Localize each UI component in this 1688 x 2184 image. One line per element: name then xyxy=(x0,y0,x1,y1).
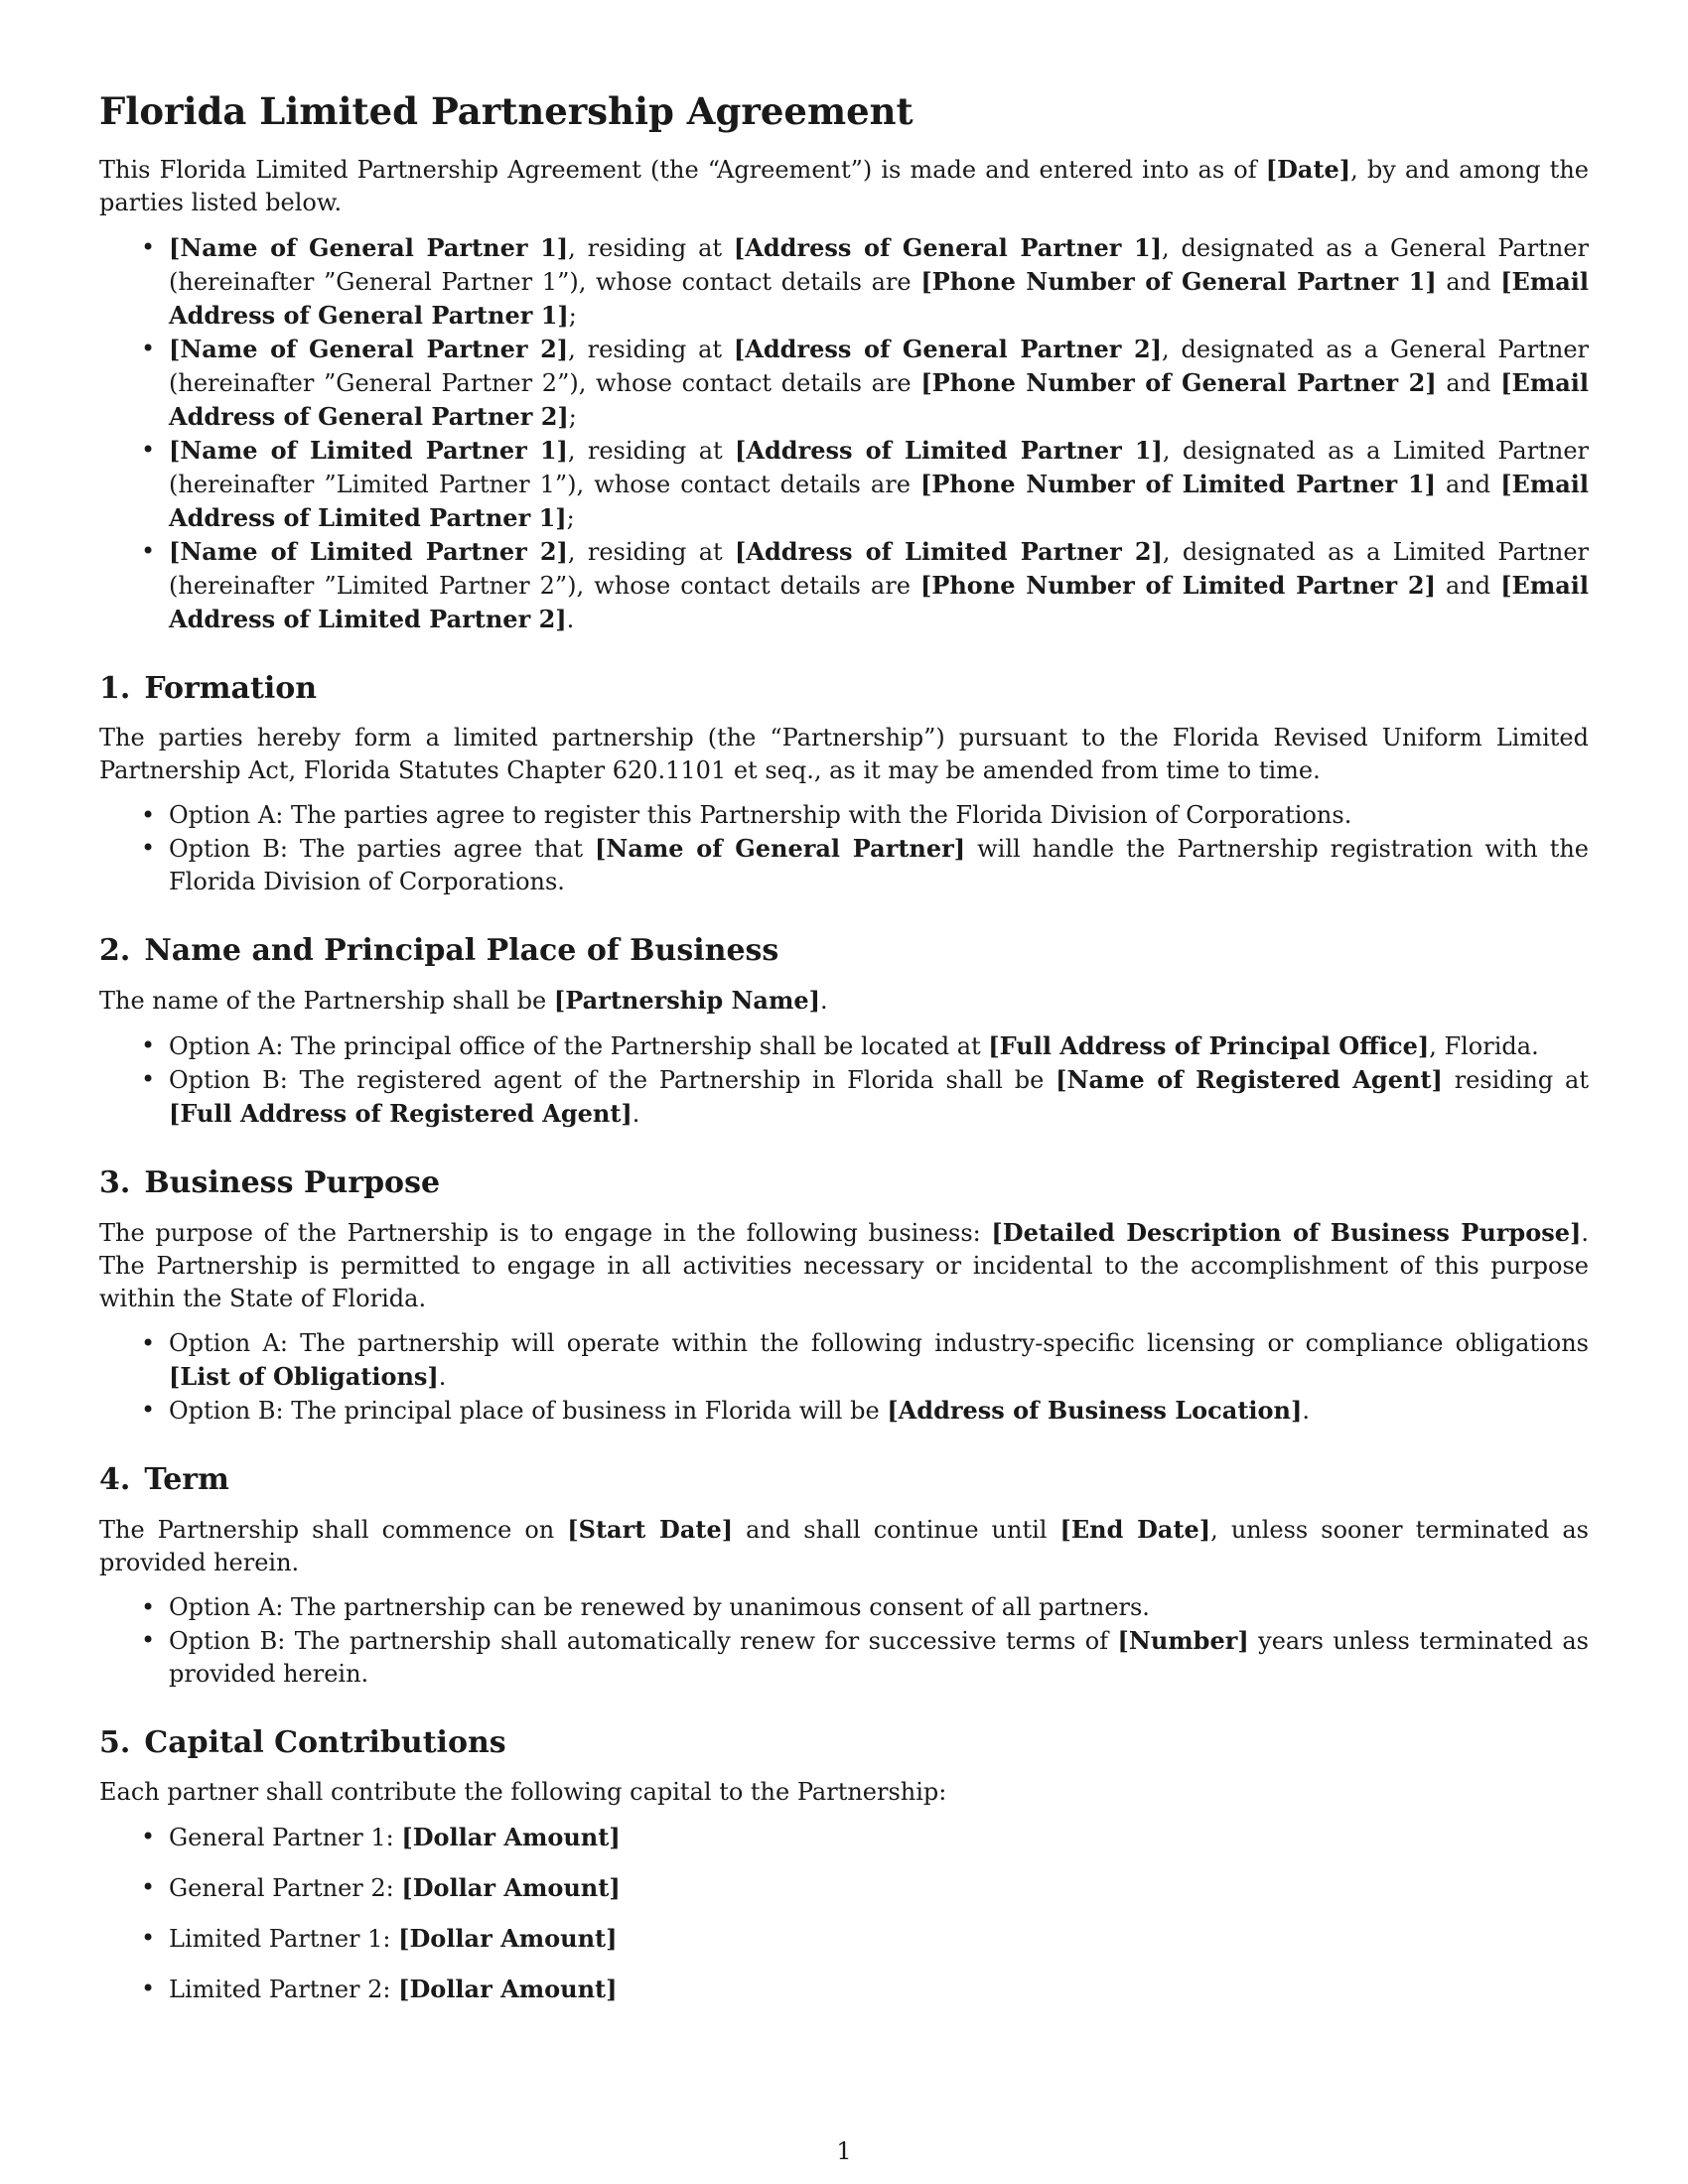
text-run: ; xyxy=(568,302,577,330)
section-heading xyxy=(99,1461,1589,1499)
text-run: , designated as a General Partner (hereinafter ”General Partner 2”), whose contact details are xyxy=(169,336,1589,397)
text-run: The name of the Partnership shall be xyxy=(99,987,554,1015)
text-run: Option A: The partnership will operate within the following industry-specific licensing or compliance obligations xyxy=(169,1329,1589,1357)
intro-paragraph xyxy=(99,153,1589,219)
section-body xyxy=(99,1513,1589,1579)
placeholder-field: [Dollar Amount] xyxy=(401,1873,621,1902)
text-run: , designated as a Limited Partner (hereinafter ”Limited Partner 1”), whose contact details are xyxy=(169,437,1589,498)
option-list-item xyxy=(99,1922,1589,1956)
section-options-list xyxy=(99,799,1589,898)
text-run: ; xyxy=(566,504,575,532)
placeholder-field: [Address of General Partner 2] xyxy=(733,335,1163,363)
placeholder-field: [Detailed Description of Business Purpose] xyxy=(991,1218,1582,1247)
section-number: 1. xyxy=(99,671,131,706)
option-list-item xyxy=(99,1063,1589,1131)
page-number: 1 xyxy=(836,2137,852,2165)
section-number: 3. xyxy=(99,1165,131,1200)
placeholder-field: [Dollar Amount] xyxy=(401,1823,621,1851)
option-list-item xyxy=(99,1871,1589,1905)
text-run: , Florida. xyxy=(1429,1032,1539,1060)
placeholder-field: [Number] xyxy=(1117,1626,1249,1655)
text-run: Option B: The partnership shall automatically renew for successive terms of xyxy=(169,1627,1118,1655)
text-run: , residing at xyxy=(568,336,734,363)
section-options-list xyxy=(99,1591,1589,1691)
document-page xyxy=(99,87,1589,2023)
section-number: 5. xyxy=(99,1725,131,1760)
text-run: Option A: The principal office of the Partnership shall be located at xyxy=(169,1032,989,1060)
text-run: , designated as a Limited Partner (hereinafter ”Limited Partner 2”), whose contact details are xyxy=(169,538,1589,600)
option-list-item xyxy=(99,1624,1589,1691)
placeholder-field: [Full Address of Registered Agent] xyxy=(169,1099,633,1128)
section-title: Name and Principal Place of Business xyxy=(144,933,779,968)
text-run: Option A: The parties agree to register this Partnership with the Florida Division of Corporations. xyxy=(169,801,1352,829)
text-run: This Florida Limited Partnership Agreement (the “Agreement”) is made and entered into as of xyxy=(99,156,1266,184)
option-list-item xyxy=(99,1327,1589,1394)
section-options-list xyxy=(99,1327,1589,1428)
text-run: . xyxy=(1302,1397,1310,1425)
placeholder-field: [Address of Limited Partner 1] xyxy=(735,436,1163,465)
section-body xyxy=(99,1216,1589,1315)
text-run: . xyxy=(820,987,828,1015)
text-run: , by and among the parties listed below. xyxy=(99,156,1589,216)
text-run: The parties hereby form a limited partnership (the “Partnership”) pursuant to the Florida Revised Uniform Limited Partnership Act, Florida Statutes Chapter 620.1101 et seq., as it may be amended from time to time. xyxy=(99,724,1589,784)
placeholder-field: [Start Date] xyxy=(567,1515,734,1544)
text-run: Option B: The principal place of business in Florida will be xyxy=(169,1397,888,1425)
placeholder-field: [Address of Business Location] xyxy=(887,1396,1303,1425)
section-body xyxy=(99,722,1589,787)
section-options-list xyxy=(99,1821,1589,2006)
text-run: residing at xyxy=(1442,1066,1589,1094)
placeholder-field: [Partnership Name] xyxy=(553,986,820,1015)
placeholder-field: [Phone Number of General Partner 2] xyxy=(920,368,1437,397)
placeholder-field: [Name of General Partner 1] xyxy=(169,233,569,262)
placeholder-field: [Name of Limited Partner 2] xyxy=(169,537,568,566)
option-list-item xyxy=(99,1591,1589,1624)
text-run: General Partner 2: xyxy=(169,1874,402,1902)
section-title: Business Purpose xyxy=(144,1165,441,1200)
option-list-item xyxy=(99,1029,1589,1063)
placeholder-field: [Email Address of Limited Partner 2] xyxy=(169,571,1590,633)
text-run: and xyxy=(1436,268,1501,296)
section-title: Formation xyxy=(144,671,318,706)
text-run: , designated as a General Partner (hereinafter ”General Partner 1”), whose contact details are xyxy=(169,234,1589,296)
text-run: . The Partnership is permitted to engage in all activities necessary or incidental to the accomplishment of this purpose within the State of Florida. xyxy=(99,1219,1589,1312)
option-list-item xyxy=(99,1394,1589,1428)
text-run: Option A: The partnership can be renewed by unanimous consent of all partners. xyxy=(169,1593,1150,1621)
option-list-item xyxy=(99,1973,1589,2006)
section-number: 4. xyxy=(99,1462,131,1497)
section-heading xyxy=(99,1164,1589,1202)
party-list-item xyxy=(99,333,1589,434)
text-run: Limited Partner 2: xyxy=(169,1976,399,2003)
placeholder-field: [Address of General Partner 1] xyxy=(733,233,1163,262)
text-run: and xyxy=(1435,572,1501,600)
document-title: Florida Limited Partnership Agreement xyxy=(99,89,914,133)
parties-list xyxy=(99,231,1589,636)
section-title: Capital Contributions xyxy=(144,1725,506,1760)
text-run: ; xyxy=(568,403,577,431)
placeholder-field: [Dollar Amount] xyxy=(398,1975,618,2003)
text-run: will handle the Partnership registration with the Florida Division of Corporations. xyxy=(169,835,1589,895)
text-run: and shall continue until xyxy=(733,1516,1060,1544)
placeholder-field: [List of Obligations] xyxy=(169,1362,439,1391)
text-run: . xyxy=(632,1100,640,1128)
text-run: General Partner 1: xyxy=(169,1824,402,1851)
text-run: years unless terminated as provided herein. xyxy=(169,1627,1589,1688)
placeholder-field: [Date] xyxy=(1265,155,1351,184)
text-run: Option B: The registered agent of the Partnership in Florida shall be xyxy=(169,1066,1056,1094)
option-list-item xyxy=(99,832,1589,898)
text-run: . xyxy=(438,1363,447,1391)
section-heading xyxy=(99,932,1589,970)
placeholder-field: [Email Address of General Partner 2] xyxy=(169,368,1590,431)
placeholder-field: [Phone Number of Limited Partner 1] xyxy=(919,470,1436,498)
sections-container xyxy=(99,670,1589,2006)
placeholder-field: [Name of Limited Partner 1] xyxy=(169,436,568,465)
text-run: , unless sooner terminated as provided herein. xyxy=(99,1516,1589,1576)
placeholder-field: [Email Address of General Partner 1] xyxy=(169,267,1590,330)
placeholder-field: [Name of General Partner 2] xyxy=(169,335,569,363)
text-run: The purpose of the Partnership is to engage in the following business: xyxy=(99,1219,992,1247)
placeholder-field: [Address of Limited Partner 2] xyxy=(735,537,1163,566)
party-list-item xyxy=(99,231,1589,333)
section-heading xyxy=(99,670,1589,708)
section-body xyxy=(99,1776,1589,1809)
section-options-list xyxy=(99,1029,1589,1131)
text-run: Limited Partner 1: xyxy=(169,1925,399,1953)
placeholder-field: [Phone Number of General Partner 1] xyxy=(920,267,1437,296)
party-list-item xyxy=(99,535,1589,636)
placeholder-field: [Email Address of Limited Partner 1] xyxy=(169,470,1590,532)
section-title: Term xyxy=(144,1462,229,1497)
option-list-item xyxy=(99,1821,1589,1854)
placeholder-field: [Phone Number of Limited Partner 2] xyxy=(919,571,1436,600)
section-number: 2. xyxy=(99,933,131,968)
text-run: , residing at xyxy=(568,234,734,262)
option-list-item xyxy=(99,799,1589,832)
text-run: , residing at xyxy=(567,538,736,566)
text-run: Each partner shall contribute the following capital to the Partnership: xyxy=(99,1778,947,1806)
placeholder-field: [End Date] xyxy=(1059,1515,1211,1544)
placeholder-field: [Full Address of Principal Office] xyxy=(988,1031,1430,1060)
placeholder-field: [Name of General Partner] xyxy=(595,834,966,863)
text-run: . xyxy=(566,606,575,633)
section-heading xyxy=(99,1724,1589,1762)
text-run: , residing at xyxy=(567,437,736,465)
placeholder-field: [Name of Registered Agent] xyxy=(1055,1065,1443,1094)
text-run: and xyxy=(1435,471,1501,498)
section-body xyxy=(99,984,1589,1018)
text-run: and xyxy=(1436,369,1501,397)
text-run: Option B: The parties agree that xyxy=(169,835,596,863)
placeholder-field: [Dollar Amount] xyxy=(398,1924,618,1953)
text-run: The Partnership shall commence on xyxy=(99,1516,568,1544)
party-list-item xyxy=(99,434,1589,535)
